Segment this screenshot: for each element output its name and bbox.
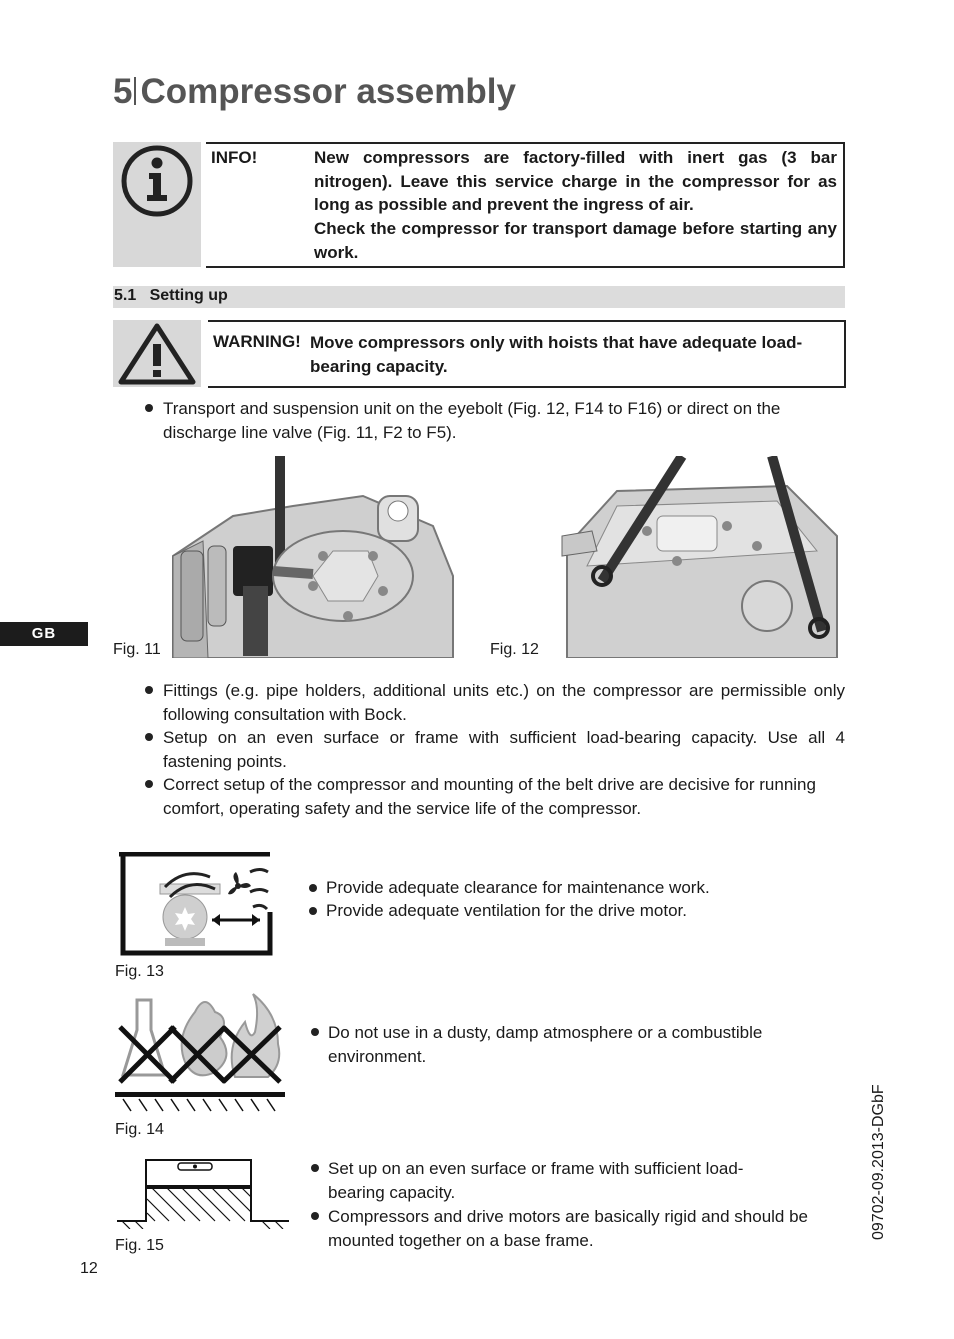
fig15-caption: Fig. 15 <box>115 1237 164 1254</box>
bullet-atmosphere: Do not use in a dusty, damp atmosphere or a combustible environment. <box>328 1023 763 1066</box>
info-label: INFO! <box>211 148 258 167</box>
spirit-level-icon <box>146 1160 251 1186</box>
warning-label: WARNING! <box>213 332 301 351</box>
bullet-marker <box>145 404 153 412</box>
bullet-correct-setup: Correct setup of the compressor and mounting of the belt drive are decisive for running comfort, operating safety and the service life of the compressor. <box>163 775 816 818</box>
fig13-clearance-diagram <box>115 852 275 956</box>
language-tab: GB <box>0 622 88 646</box>
double-arrow-icon <box>212 914 260 926</box>
bullet-ventilation: Provide adequate ventilation for the drive motor. <box>326 901 687 920</box>
fig12-compressor-image <box>557 456 847 658</box>
bullet-marker <box>309 884 317 892</box>
info-icon <box>113 142 201 267</box>
bullet-clearance: Provide adequate clearance for maintenance work. <box>326 878 710 897</box>
section-title: 5.1 Setting up <box>114 287 228 304</box>
info-text-2: Check the compressor for transport damage before starting any work. <box>314 219 837 262</box>
bullet-marker <box>311 1028 319 1036</box>
fig14-environment-diagram <box>115 992 287 1112</box>
bullet-marker <box>311 1164 319 1172</box>
bullet-even-surface: Set up on an even surface or frame with sufficient load-bearing capacity. <box>328 1159 744 1202</box>
motor-icon <box>160 884 220 946</box>
page-number: 12 <box>80 1260 98 1277</box>
bullet-transport: Transport and suspension unit on the eyebolt (Fig. 12, F14 to F16) or direct on the discharge line valve (Fig. 11, F2 to F5). <box>163 399 781 442</box>
page-title: 5 Compressor assembly <box>113 72 516 111</box>
fig13-caption: Fig. 13 <box>115 963 164 980</box>
bullet-marker <box>145 780 153 788</box>
bullet-base-frame: Compressors and drive motors are basically rigid and should be mounted together on a base frame. <box>328 1207 809 1250</box>
fan-icon <box>228 872 251 894</box>
info-icon-box <box>113 142 201 267</box>
bullet-marker <box>309 907 317 915</box>
warning-text: Move compressors only with hoists that have adequate load-bearing capacity. <box>310 333 803 376</box>
fig11-compressor-image <box>163 456 463 658</box>
bullet-fittings: Fittings (e.g. pipe holders, additional units etc.) on the compressor are permissible only following consultation with Bock. <box>163 681 845 724</box>
bullet-setup-surface: Setup on an even surface or frame with sufficient load-bearing capacity. Use all 4 fastening points. <box>163 728 845 771</box>
warning-icon-box <box>113 320 201 387</box>
fig11-caption: Fig. 11 <box>113 641 161 658</box>
info-text-1: New compressors are factory-filled with inert gas (3 bar nitrogen). Leave this service charge in the compressor for as long as possible and prevent the ingress of air. <box>314 148 837 214</box>
fig14-caption: Fig. 14 <box>115 1121 164 1138</box>
bullet-marker <box>145 686 153 694</box>
fig15-even-surface-diagram <box>117 1157 289 1229</box>
bullet-marker <box>145 733 153 741</box>
document-code: 09702-09.2013-DGbF <box>870 1084 887 1240</box>
warning-icon <box>113 320 201 387</box>
fig12-caption: Fig. 12 <box>490 641 539 658</box>
bullet-marker <box>311 1212 319 1220</box>
